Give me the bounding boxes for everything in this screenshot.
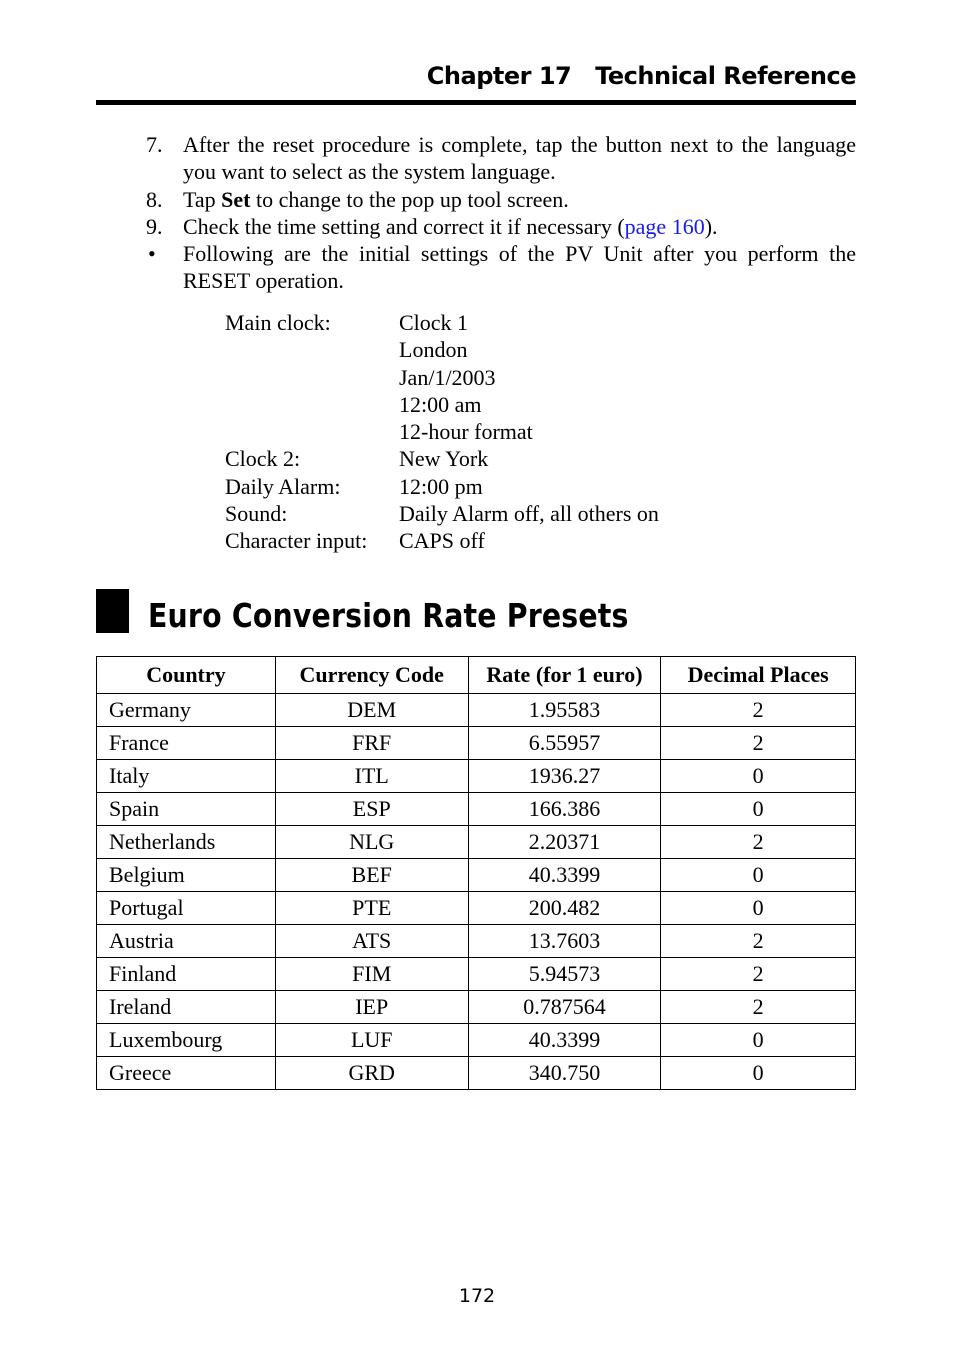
- header-text: [427, 62, 856, 90]
- country-cell: Finland: [97, 958, 276, 991]
- country-cell: Portugal: [97, 892, 276, 925]
- currency-code-cell: BEF: [275, 859, 468, 892]
- list-item-text: After the reset procedure is complete, tap the button next to the language you want to select as the system language.: [183, 132, 856, 185]
- country-cell: Belgium: [97, 859, 276, 892]
- table-row: [97, 925, 856, 958]
- setting-label: Main clock:: [225, 310, 331, 335]
- column-header: Currency Code: [275, 657, 468, 694]
- currency-code-cell: NLG: [275, 826, 468, 859]
- country-cell: Greece: [97, 1057, 276, 1090]
- currency-code-cell: FIM: [275, 958, 468, 991]
- decimal-places-cell: 2: [661, 694, 856, 727]
- decimal-places-cell: 2: [661, 958, 856, 991]
- rate-cell: 40.3399: [468, 859, 661, 892]
- decimal-places-cell: 2: [661, 925, 856, 958]
- country-cell: Luxembourg: [97, 1024, 276, 1057]
- setting-values: [399, 309, 533, 445]
- currency-code-cell: PTE: [275, 892, 468, 925]
- currency-code-cell: ESP: [275, 793, 468, 826]
- decimal-places-cell: 0: [661, 1057, 856, 1090]
- list-marker: 7.: [146, 132, 163, 157]
- column-header: Decimal Places: [661, 657, 856, 694]
- table-row: [97, 892, 856, 925]
- section-marker-block: [96, 589, 129, 633]
- list-item-text: Tap: [183, 186, 222, 212]
- rate-cell: 166.386: [468, 793, 661, 826]
- setting-row: [225, 445, 659, 472]
- table-row: [97, 958, 856, 991]
- header-chapter: Chapter 17: [426, 62, 572, 90]
- decimal-places-cell: 0: [661, 892, 856, 925]
- country-cell: France: [97, 727, 276, 760]
- decimal-places-cell: 2: [661, 727, 856, 760]
- setting-value: 12-hour format: [399, 419, 533, 445]
- column-header: Country: [97, 657, 276, 694]
- decimal-places-cell: 2: [661, 826, 856, 859]
- running-header: [96, 58, 856, 105]
- currency-code-cell: ITL: [275, 760, 468, 793]
- list-item-text: ).: [704, 213, 718, 239]
- decimal-places-cell: 0: [661, 760, 856, 793]
- setting-row: [225, 473, 659, 500]
- procedure-list: [146, 131, 856, 295]
- country-cell: Germany: [97, 694, 276, 727]
- table-row: [97, 793, 856, 826]
- initial-settings: [225, 309, 659, 555]
- country-cell: Italy: [97, 760, 276, 793]
- list-item: [146, 131, 856, 186]
- setting-value: Jan/1/2003: [399, 364, 496, 390]
- list-item: [146, 186, 856, 213]
- decimal-places-cell: 0: [661, 1024, 856, 1057]
- page-number: 172: [458, 1285, 496, 1307]
- table-header-row: [97, 657, 856, 694]
- table-row: [97, 859, 856, 892]
- country-cell: Spain: [97, 793, 276, 826]
- rate-cell: 40.3399: [468, 1024, 661, 1057]
- rate-cell: 1936.27: [468, 760, 661, 793]
- table-row: [97, 727, 856, 760]
- list-marker: 8.: [146, 186, 163, 212]
- table-row: [97, 826, 856, 859]
- decimal-places-cell: 2: [661, 991, 856, 1024]
- column-header: Rate (for 1 euro): [468, 657, 661, 694]
- rate-cell: 0.787564: [468, 991, 661, 1024]
- list-item-text: Following are the initial settings of the PV Unit after you perform the RESET operation.: [183, 241, 856, 294]
- setting-value: New York: [399, 446, 489, 472]
- list-item: [146, 240, 856, 295]
- header-title: Technical Reference: [595, 62, 856, 90]
- list-item-text: to change to the pop up tool screen.: [250, 186, 569, 212]
- list-marker: 9.: [146, 213, 163, 239]
- currency-code-cell: FRF: [275, 727, 468, 760]
- list-item-text: Check the time setting and correct it if necessary (: [183, 213, 625, 239]
- setting-row: [225, 500, 659, 527]
- setting-row: [225, 527, 659, 554]
- rate-cell: 2.20371: [468, 826, 661, 859]
- country-cell: Ireland: [97, 991, 276, 1024]
- table-row: [97, 760, 856, 793]
- setting-value: Clock 1: [399, 310, 469, 335]
- setting-value: London: [399, 337, 468, 363]
- rate-cell: 5.94573: [468, 958, 661, 991]
- rate-cell: 200.482: [468, 892, 661, 925]
- list-item: [146, 213, 856, 240]
- table-row: [97, 991, 856, 1024]
- currency-code-cell: LUF: [275, 1024, 468, 1057]
- rate-cell: 1.95583: [468, 694, 661, 727]
- country-cell: Netherlands: [97, 826, 276, 859]
- section-title: Euro Conversion Rate Presets: [148, 596, 629, 635]
- rate-cell: 340.750: [468, 1057, 661, 1090]
- euro-rates-table: [96, 656, 856, 1090]
- table-row: [97, 1024, 856, 1057]
- setting-value: 12:00 am: [399, 391, 482, 417]
- page-link[interactable]: page 160: [624, 213, 705, 239]
- currency-code-cell: DEM: [275, 694, 468, 727]
- set-keyword: Set: [221, 186, 251, 212]
- setting-label: Character input:: [225, 528, 368, 554]
- setting-value: 12:00 pm: [399, 473, 483, 499]
- currency-code-cell: IEP: [275, 991, 468, 1024]
- decimal-places-cell: 0: [661, 859, 856, 892]
- setting-label: Clock 2:: [225, 446, 301, 472]
- setting-value: CAPS off: [399, 528, 485, 554]
- table-row: [97, 1057, 856, 1090]
- rate-cell: 13.7603: [468, 925, 661, 958]
- table-body: [97, 694, 856, 1090]
- setting-label: Sound:: [225, 501, 288, 527]
- table-row: [97, 694, 856, 727]
- rate-cell: 6.55957: [468, 727, 661, 760]
- bullet-marker: •: [148, 241, 156, 267]
- decimal-places-cell: 0: [661, 793, 856, 826]
- currency-code-cell: GRD: [275, 1057, 468, 1090]
- currency-code-cell: ATS: [275, 925, 468, 958]
- setting-row: [225, 309, 659, 445]
- setting-label: Daily Alarm:: [225, 473, 341, 499]
- country-cell: Austria: [97, 925, 276, 958]
- setting-value: Daily Alarm off, all others on: [399, 501, 659, 527]
